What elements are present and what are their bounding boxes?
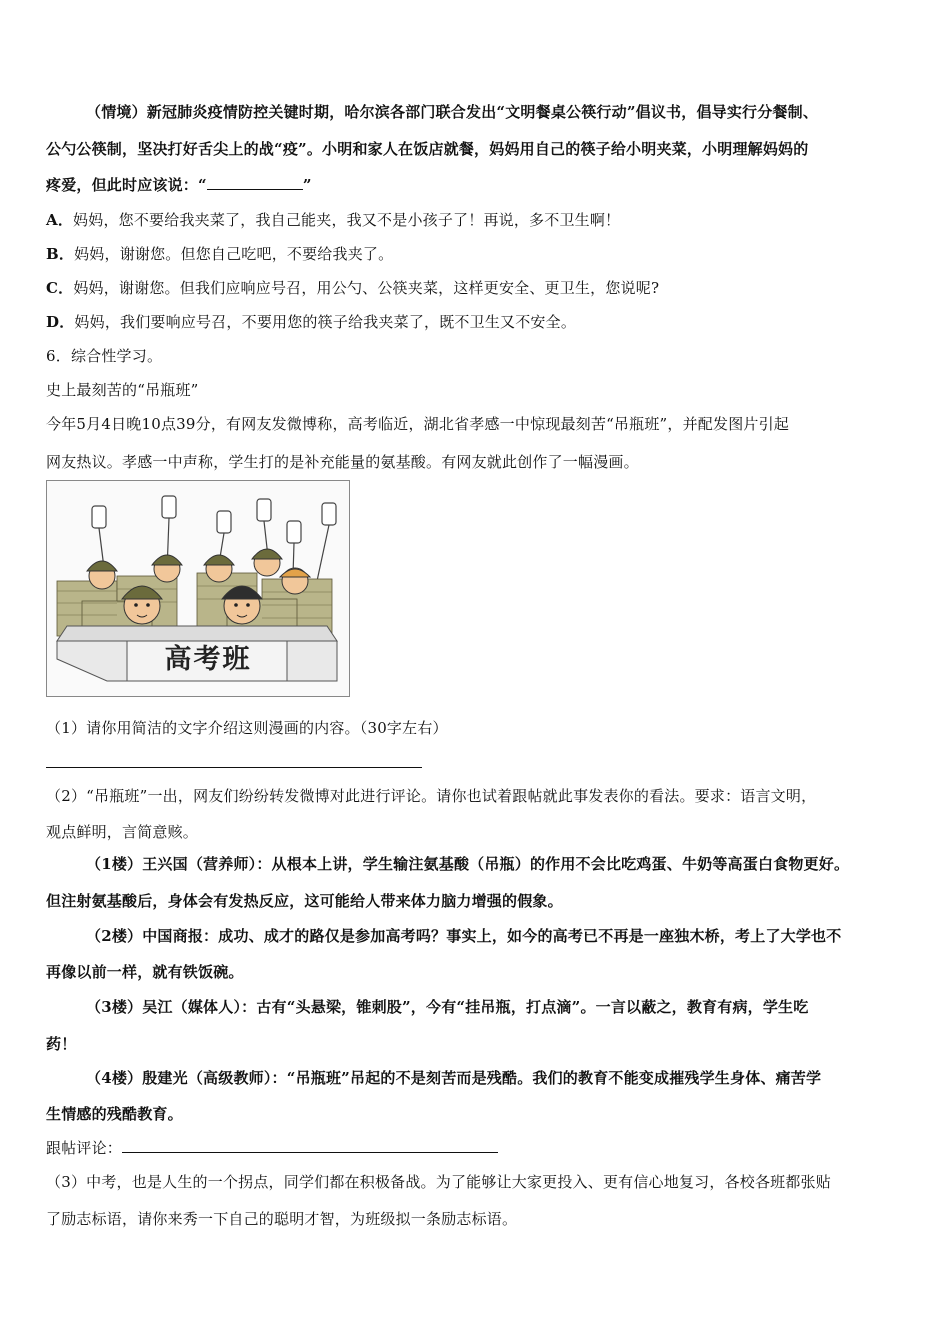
cartoon-image [46,480,350,697]
sub-question-1: （1）请你用简洁的文字介绍这则漫画的内容。（30字左右） [46,719,448,737]
option-b[interactable] [46,243,393,265]
option-d-key: D． [46,313,75,331]
floor-4-line-1: （4楼）殷建光（高级教师）：“吊瓶班”吊起的不是刻苦而是残酷。我们的教育不能变成摧残学生身体、痛苦学 [86,1069,822,1087]
option-a[interactable] [46,209,620,231]
q6-intro-line-2: 网友热议。孝感一中声称，学生打的是补充能量的氨基酸。有网友就此创作了一幅漫画。 [46,453,639,471]
answer-blank[interactable] [207,175,303,190]
option-a-key: A． [46,211,74,229]
reply-label: 跟帖评论： [46,1139,123,1157]
floor-1-line-2: 但注射氨基酸后，身体会有发热反应，这可能给人带来体力脑力增强的假象。 [46,892,563,910]
reply-comment [46,1137,498,1159]
option-c[interactable] [46,277,659,299]
cartoon-sign-label: 高考班 [164,644,252,675]
situation-line-3 [46,174,312,196]
q6-intro-line-1: 今年5月4日晚10点39分，有网友发微博称，高考临近，湖北省孝感一中惊现最刻苦“吊瓶班”，并配发图片引起 [46,415,790,433]
option-b-key: B． [46,245,75,263]
floor-2-line-1: （2楼）中国商报：成功、成才的路仅是参加高考吗？事实上，如今的高考已不再是一座独木桥，考上了大学也不 [86,927,842,945]
sub-question-2-line-1: （2）“吊瓶班”一出，网友们纷纷转发微博对此进行评论。请你也试着跟帖就此事发表你的看法。要求：语言文明， [46,787,817,805]
floor-2-line-2: 再像以前一样，就有铁饭碗。 [46,963,244,981]
sub-question-2-line-2: 观点鲜明，言简意赅。 [46,823,199,841]
option-c-text: 妈妈，谢谢您。但我们应响应号召，用公勺、公筷夹菜，这样更安全、更卫生，您说呢? [73,279,660,297]
situation-line-2: 公勺公筷制，坚决打好舌尖上的战“疫”。小明和家人在饭店就餐，妈妈用自己的筷子给小明夹菜，小明理解妈妈的 [46,140,809,158]
situation-line-1: （情境）新冠肺炎疫情防控关键时期，哈尔滨各部门联合发出“文明餐桌公筷行动”倡议书，倡导实行分餐制、 [86,103,819,121]
reply-answer-line[interactable] [122,1138,498,1153]
sub-question-3-line-2: 了励志标语，请你来秀一下自己的聪明才智，为班级拟一条励志标语。 [46,1210,518,1228]
situation-line-3-suffix: ” [302,176,312,194]
option-b-text: 妈妈，谢谢您。但您自己吃吧，不要给我夹了。 [74,245,394,263]
floor-3-line-2: 药！ [46,1035,77,1053]
q6-subtitle: 史上最刻苦的“吊瓶班” [46,381,199,399]
floor-1-line-1: （1楼）王兴国（营养师）：从根本上讲，学生输注氨基酸（吊瓶）的作用不会比吃鸡蛋、牛奶等高蛋白食物更好。 [86,855,850,873]
sub-question-3-line-1: （3）中考，也是人生的一个拐点，同学们都在积极备战。为了能够让大家更投入、更有信心地复习，各校各班都张贴 [46,1173,831,1191]
option-a-text: 妈妈，您不要给我夹菜了，我自己能夹，我又不是小孩子了！再说，多不卫生啊！ [73,211,621,229]
option-d[interactable] [46,311,576,333]
situation-line-3-prefix: 疼爱，但此时应该说：“ [46,176,207,194]
floor-3-line-1: （3楼）吴江（媒体人）：古有“头悬梁，锥刺股”，今有“挂吊瓶，打点滴”。一言以蔽之，教育有病，学生吃 [86,998,809,1016]
q6-title: 6．综合性学习。 [46,347,163,365]
floor-4-line-2: 生情感的残酷教育。 [46,1105,183,1123]
sub-question-1-answer-line[interactable] [46,767,422,768]
option-c-key: C． [46,279,74,297]
option-d-text: 妈妈，我们要响应号召，不要用您的筷子给我夹菜了，既不卫生又不安全。 [74,313,577,331]
